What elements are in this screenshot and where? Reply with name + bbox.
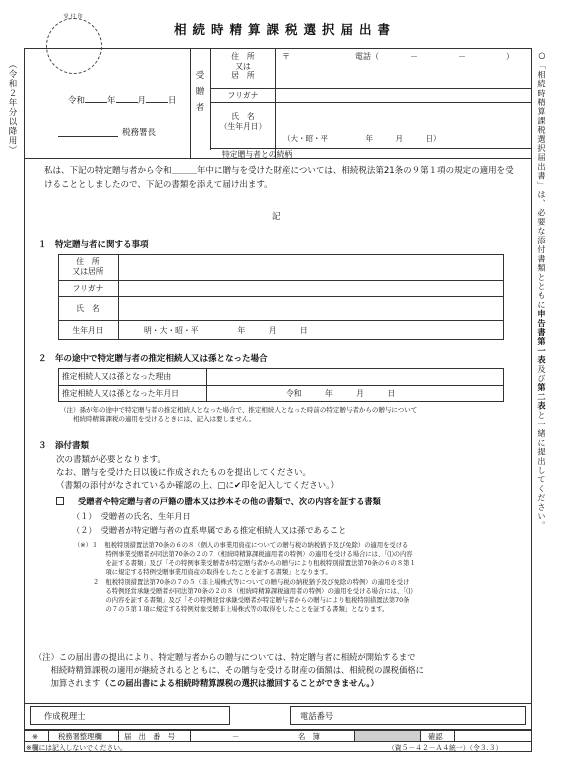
name-field[interactable] <box>278 104 528 130</box>
s3-sub1: （１） 受贈者の氏名、生年月日 <box>72 511 191 521</box>
date-line: 令和 年 月 日 <box>68 96 177 106</box>
attachment-checkbox[interactable] <box>56 497 64 505</box>
right-margin-mid: 及び <box>537 364 547 384</box>
office-bar-col2: 届 出 番 号 <box>124 732 176 741</box>
phone-number-label: 電話番号 <box>300 711 334 721</box>
section1-heading: １ 特定贈与者に関する事項 <box>38 240 149 250</box>
tax-office-label: 税務署長 <box>122 128 157 138</box>
intro-paragraph: 私は、下記の特定贈与者から令和＿＿＿年中に贈与を受けた財産については、相続税法第21条の９第１項の規定の適用を受けることとしましたので、下記の書類を添えて届け出ます。 <box>44 166 514 191</box>
office-bar-dash: － <box>232 732 240 741</box>
right-margin-bold2: 第二表 <box>537 383 547 411</box>
address-field[interactable] <box>280 66 528 86</box>
s2-date-label: 推定相続人又は孫となった年月日 <box>62 389 179 398</box>
relation-field[interactable] <box>300 149 528 158</box>
s3-notes: （※）１ 租税特別措置法第70条の６の８（個人の事業用資産についての贈与税の納税猶予及び免除）の適用を受ける 特例事業受贈者が同法第70条の２の７（相続時精算課税適用者の特例）の適用を受ける場合には、「⑴の内容 を証する書類」及び「その特例事業受贈者が特定贈与者からの贈与により租税特別措置法第70条の６の８第１ 項に規定する特例受贈事業用資産の取得をしたことを証する書類」となります。 ２ 租税特別措置法第70条の７の５（非上場株式等についての贈与税の納税猶予及び免除の特例）の適用を受け る特例経営承継受贈者が同法第70条の２の８（相続時精算課税適用者の特例）の適用を受ける場合には、「⑴ の内容を証する書類」及び「その特例経営承継受贈者が特定贈与者からの贈与により租税特別措置法第70条 の７の５第１項に規定する特例対象受贈非上場株式等の取得をしたことを証する書類」となります。 <box>74 542 416 613</box>
footer-note <box>34 651 524 690</box>
office-bar-gray-cell <box>354 731 420 741</box>
office-bar-col4: 確認 <box>428 732 443 741</box>
phone-dash-2: － <box>458 52 466 61</box>
office-bar-col1: 税務署整理欄 <box>58 732 102 741</box>
s1-address-field[interactable] <box>120 256 502 278</box>
tax-office-blank[interactable] <box>58 136 118 137</box>
section3-heading: ３ 添付書類 <box>38 441 90 451</box>
s2-date-value: 令和 年 月 日 <box>286 389 396 398</box>
s1-furigana-field[interactable] <box>120 282 502 294</box>
s1-name-label: 氏 名 <box>76 304 100 313</box>
left-margin-note: （令和２年分以降用） <box>7 60 17 155</box>
s3-check-item: 受贈者や特定贈与者の戸籍の謄本又は抄本その他の書類で、次の内容を証する書類 <box>78 496 381 506</box>
stamp-label: 受付印 <box>63 14 85 20</box>
phone-close: ） <box>506 52 514 61</box>
section2-heading: ２ 年の途中で特定贈与者の推定相続人又は孫となった場合 <box>38 354 268 364</box>
phone-dash-1: － <box>410 52 418 61</box>
relation-label: 特定贈与者との続柄 <box>222 150 293 159</box>
furigana-label: フリガナ <box>227 91 259 100</box>
right-margin-note <box>537 50 548 740</box>
office-bar-col3: 名 簿 <box>298 732 320 741</box>
address-label: 住 所 又は 居 所 <box>231 52 255 81</box>
s2-reason-label: 推定相続人又は孫となった理由 <box>62 372 172 381</box>
s1-address-label: 住 所 又は居所 <box>72 257 104 276</box>
s3-sub2: （２） 受贈者が特定贈与者の直系卑属である推定相続人又は孫であること <box>72 525 347 535</box>
form-title: 相続時精算課税選択届出書 <box>173 22 396 37</box>
office-bar-mark: ※ <box>32 732 39 741</box>
bottom-right-code: （資５－４２－Ａ４統一）（令３.３） <box>388 744 503 752</box>
furigana-field[interactable] <box>278 90 528 101</box>
s1-birth-value: 明・大・昭・平 年 月 日 <box>144 326 308 335</box>
preparer-label: 作成税理士 <box>44 711 86 721</box>
s2-note: （注）孫が年の途中で特定贈与者の推定相続人となった場合で、推定相続人となった時前の特定贈与者からの贈与について 相続時精算課税の適用を受けるときには、記入は要しません。 <box>60 406 418 423</box>
postal-mark: 〒 <box>282 52 290 61</box>
footer-note-plain: （注）この届出書の提出により、特定贈与者からの贈与については、特定贈与者に相続が開始するまで 相続時精算課税の適用が継続されるとともに、その贈与を受ける財産の価額は、相続税の課税価格に 加算されます <box>34 652 424 688</box>
s1-furigana-label: フリガナ <box>72 284 104 293</box>
s3-line3: （書類の添付がなされているか確認の上、□に✔印を記入してください。） <box>56 481 339 491</box>
s3-line1: 次の書類が必要となります。 <box>56 455 166 465</box>
bottom-left-note: ※欄には記入しないでください。 <box>26 744 127 752</box>
footer-note-bold: （この届出書による相続時精算課税の選択は撤回することができません。） <box>100 677 379 688</box>
right-margin-prefix: ○「相続時精算課税選択届出書」は、必要な添付書類とともに <box>537 50 547 310</box>
right-margin-bold1: 申告書第一表 <box>537 309 547 365</box>
s1-name-field[interactable] <box>120 298 502 318</box>
s1-birth-label: 生年月日 <box>72 326 104 335</box>
s2-reason-field[interactable] <box>208 370 502 383</box>
s3-line2: なお、贈与を受けた日以後に作成されたものを提出してください。 <box>56 468 312 478</box>
name-label: 氏 名 （生年月日） <box>219 112 267 131</box>
birth-text: （大・昭・平 年 月 日） <box>283 134 441 143</box>
phone-label: 電話（ <box>355 52 379 61</box>
right-margin-suffix: と一緒に提出してください。 <box>537 410 547 531</box>
recipient-label: 受 贈 者 <box>195 71 205 114</box>
ki-label: 記 <box>272 212 281 222</box>
